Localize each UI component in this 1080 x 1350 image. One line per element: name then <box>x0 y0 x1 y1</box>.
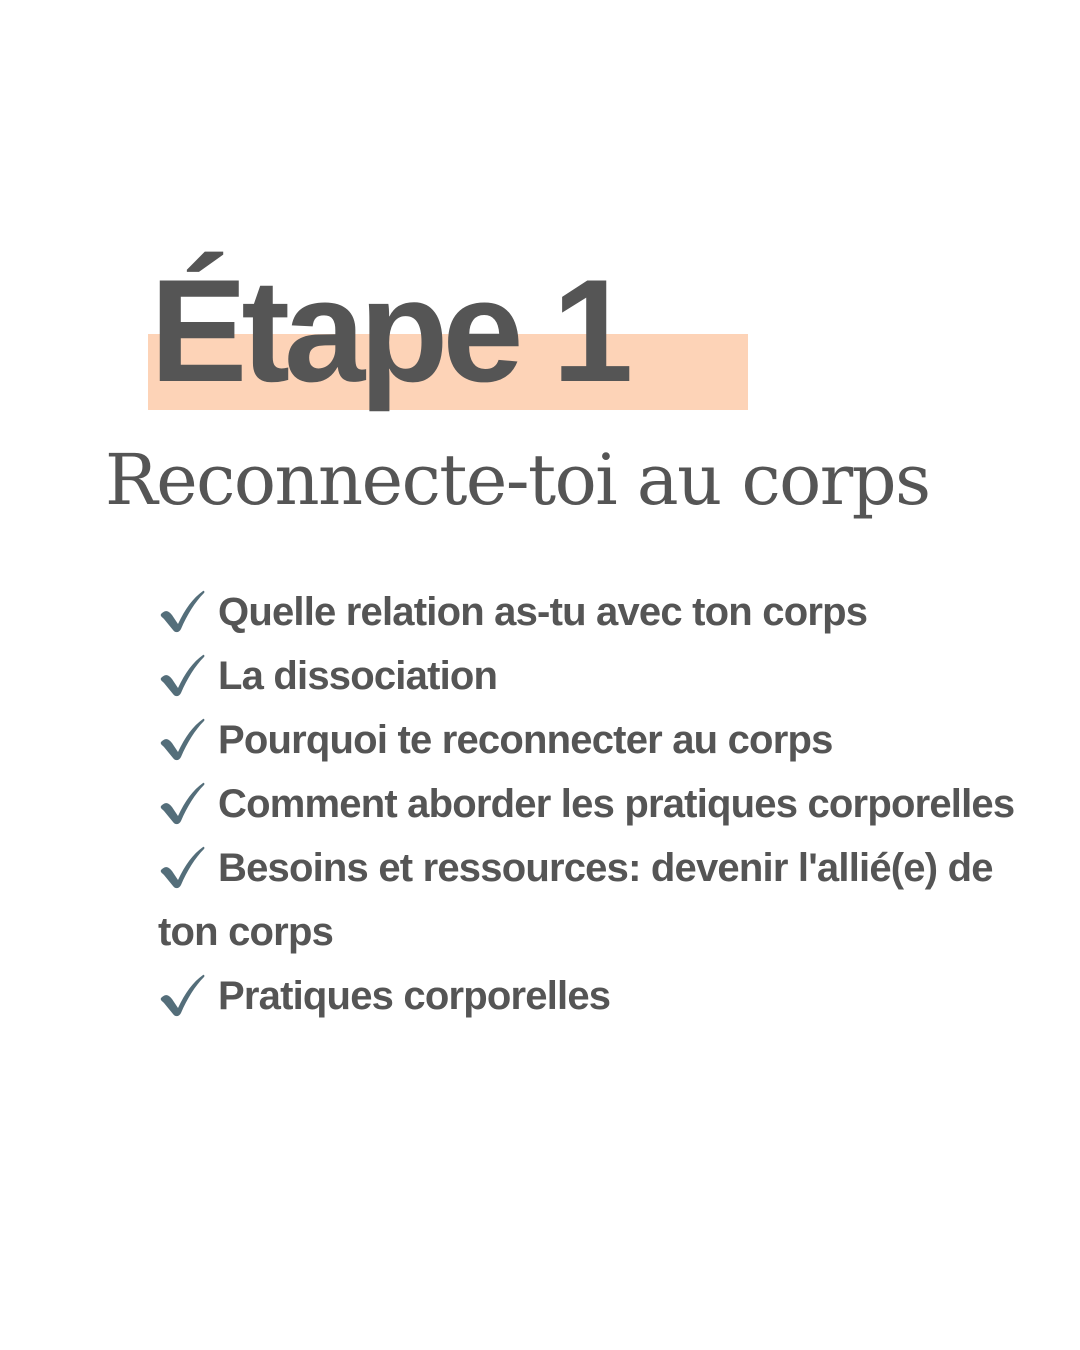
list-item-label: Besoins et ressources: devenir l'allié(e) de ton corps <box>158 846 993 954</box>
page-title: Étape 1 <box>150 249 628 412</box>
check-mark-icon <box>158 780 206 826</box>
list-item <box>158 644 1018 708</box>
list-item-label: La dissociation <box>218 654 498 698</box>
page-subtitle: Reconnecte-toi au corps <box>105 439 930 521</box>
list-item-label: Quelle relation as-tu avec ton corps <box>218 590 868 634</box>
check-mark-icon <box>158 972 206 1018</box>
list-item-label: Pourquoi te reconnecter au corps <box>218 718 833 762</box>
list-item <box>158 836 1018 964</box>
list-item <box>158 580 1018 644</box>
check-mark-icon <box>158 652 206 698</box>
list-item <box>158 772 1018 836</box>
check-mark-icon <box>158 844 206 890</box>
check-mark-icon <box>158 588 206 634</box>
topics-checklist <box>158 580 1018 1028</box>
list-item <box>158 708 1018 772</box>
list-item-label: Pratiques corporelles <box>218 974 611 1018</box>
list-item-label: Comment aborder les pratiques corporelles <box>218 782 1015 826</box>
check-mark-icon <box>158 716 206 762</box>
list-item <box>158 964 1018 1028</box>
